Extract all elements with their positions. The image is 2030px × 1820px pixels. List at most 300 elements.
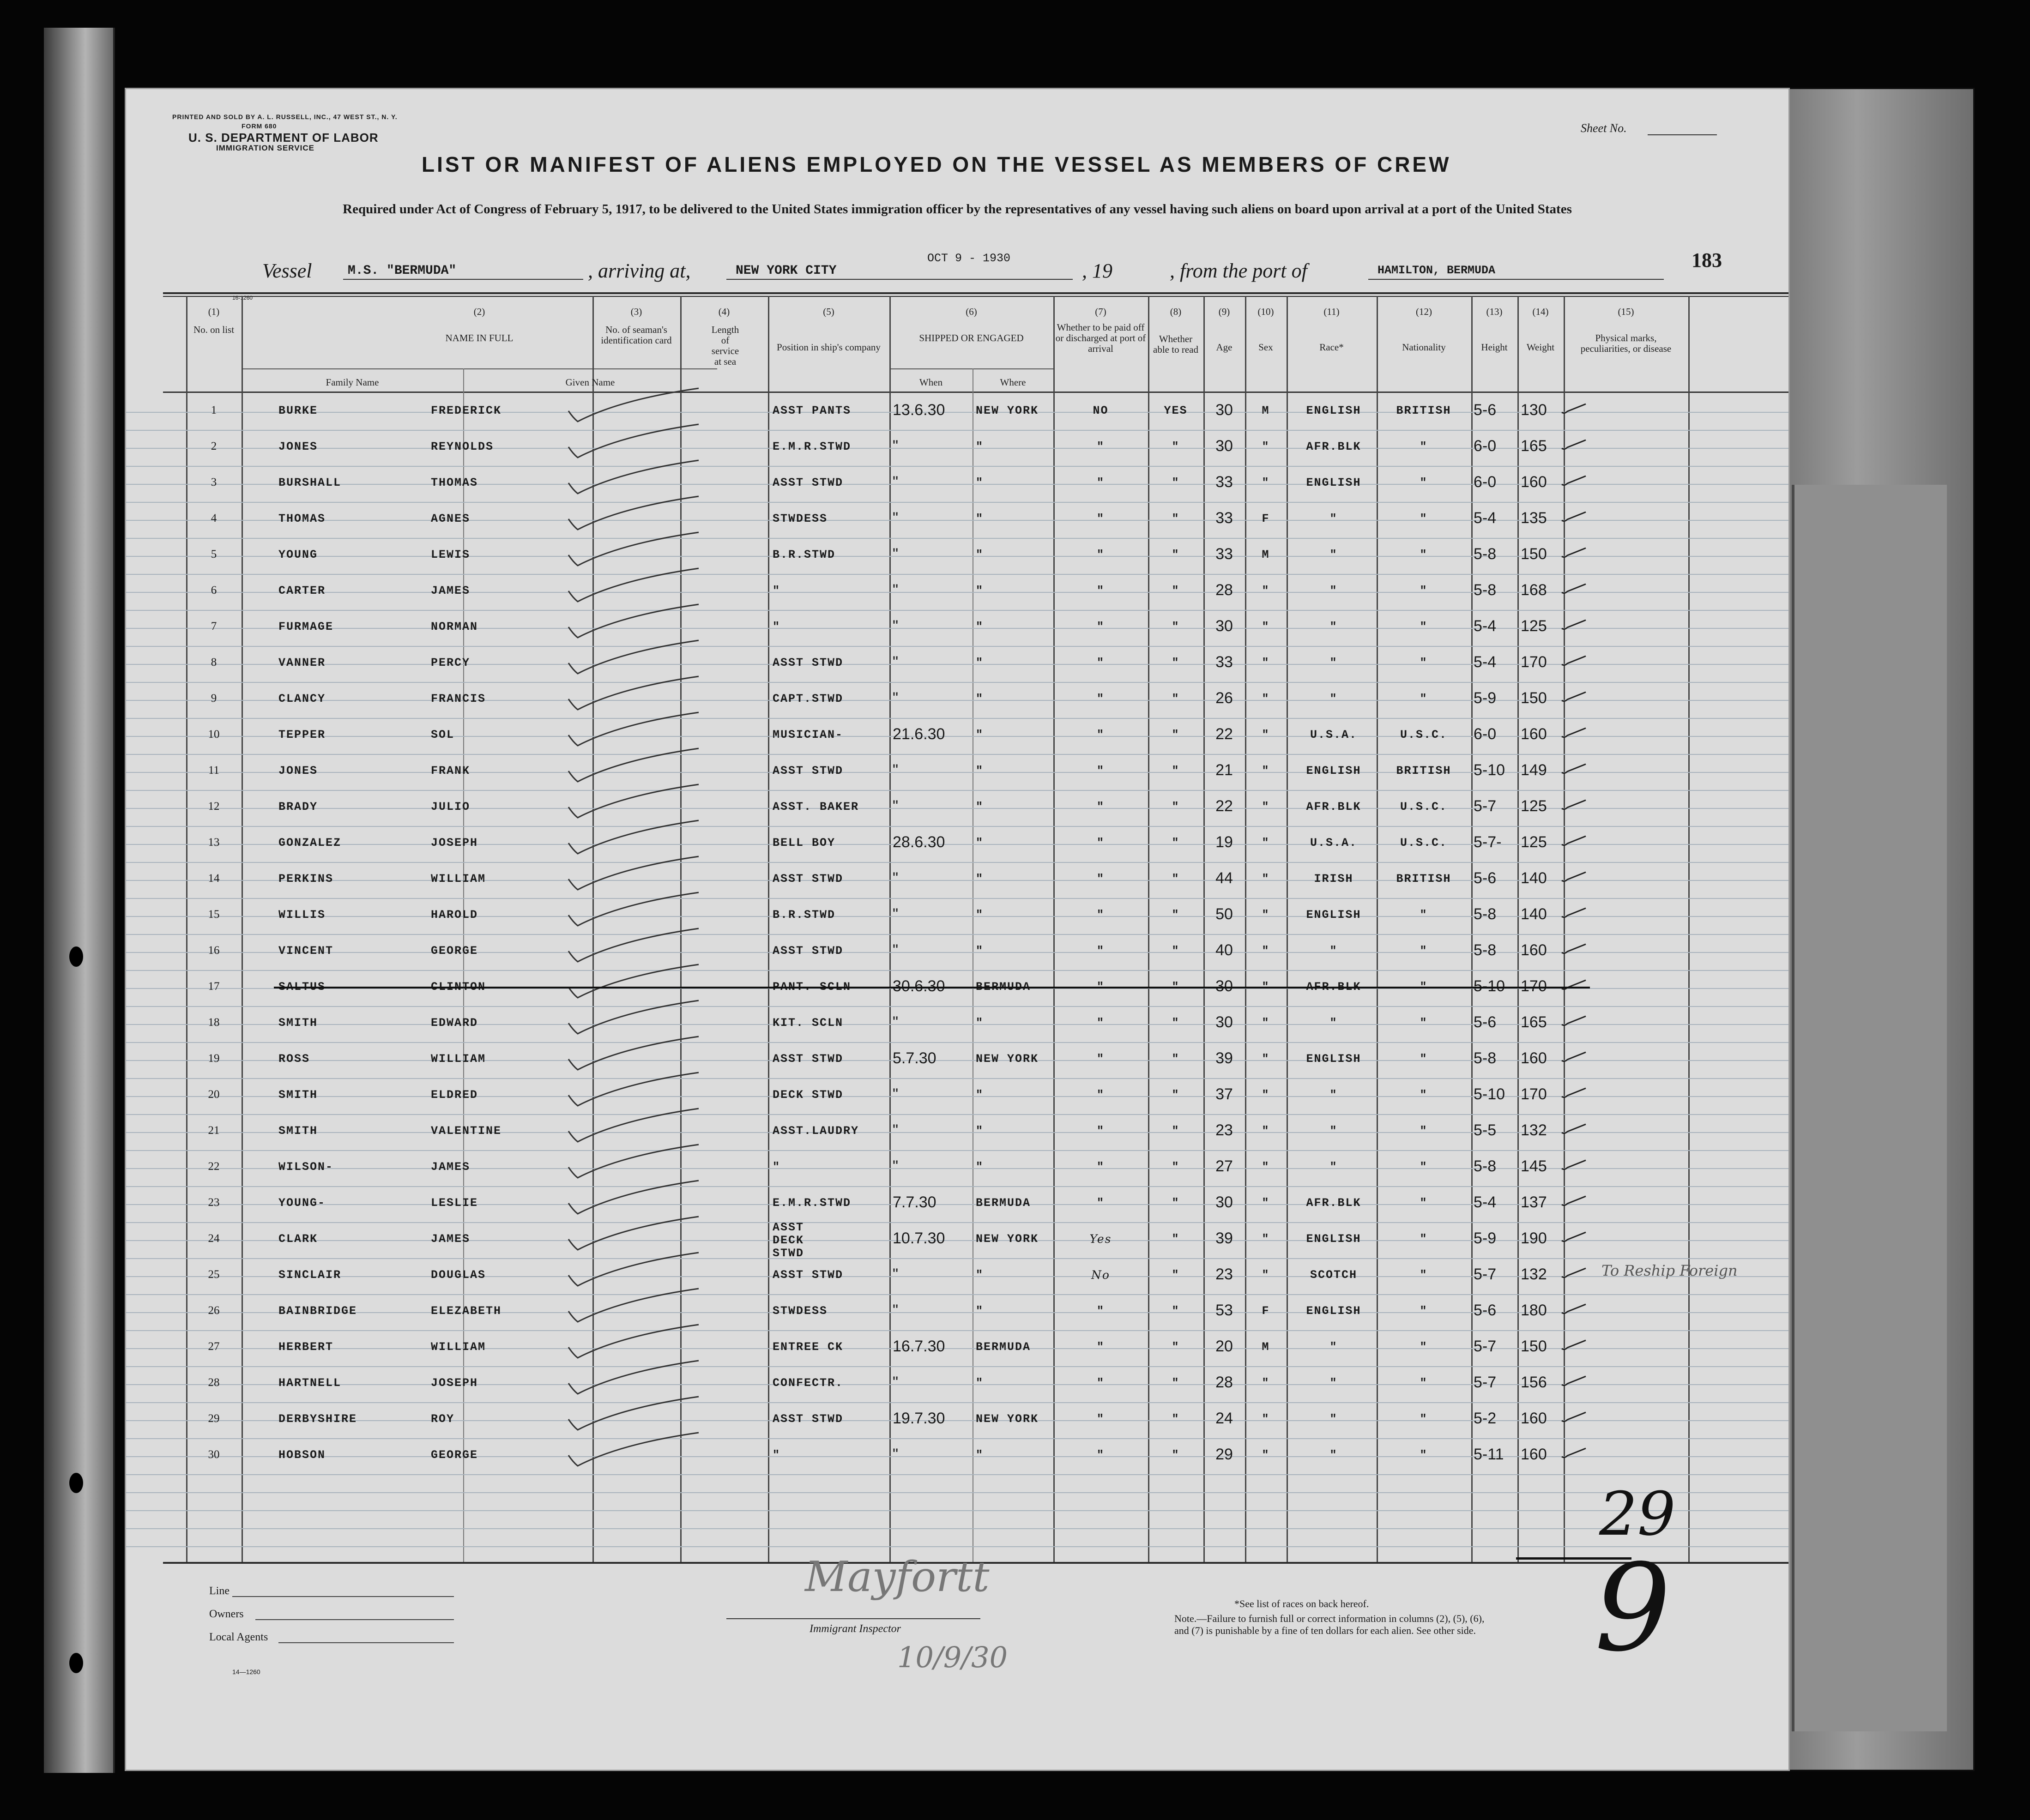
row-no-cell: 10 <box>208 728 220 741</box>
row-when-cell: " <box>893 509 899 527</box>
row-race-cell: " <box>1329 512 1338 525</box>
ledger-line <box>126 898 1788 899</box>
weight-tick-icon <box>1560 870 1588 884</box>
row-where-cell: " <box>976 1088 984 1102</box>
row-no-cell: 19 <box>208 1052 220 1065</box>
ledger-line <box>126 502 1788 503</box>
row-paid-cell: " <box>1096 872 1105 886</box>
ledger-line <box>126 1528 1788 1529</box>
row-sex-cell: " <box>1262 1196 1270 1210</box>
row-where-cell: " <box>976 908 984 922</box>
card-checkmark-icon <box>565 710 703 751</box>
from-port-label: , from the port of <box>1170 259 1307 282</box>
row-paid-cell: " <box>1096 1376 1105 1390</box>
column-rule <box>242 296 243 1562</box>
row-given-cell: ELDRED <box>431 1088 478 1102</box>
row-position-cell: " <box>773 620 781 633</box>
row-no-cell: 15 <box>208 908 220 921</box>
row-sex-cell: " <box>1262 1124 1270 1138</box>
row-sex-cell: " <box>1262 980 1270 994</box>
row-family-cell: FURMAGE <box>278 620 334 633</box>
weight-tick-icon <box>1560 762 1588 776</box>
row-given-cell: CLINTON <box>431 980 486 994</box>
row-nationality-cell: U.S.C. <box>1400 728 1447 741</box>
row-where-cell: " <box>976 512 984 525</box>
row-paid-cell: " <box>1096 440 1105 453</box>
row-race-cell: ENGLISH <box>1306 476 1361 489</box>
weight-tick-icon <box>1560 906 1588 920</box>
row-where-cell: " <box>976 1268 984 1282</box>
row-given-cell: FREDERICK <box>431 404 502 417</box>
table-header-rule <box>163 392 1788 393</box>
row-age-cell: 30 <box>1215 977 1233 995</box>
row-given-cell: JULIO <box>431 800 471 814</box>
row-no-cell: 29 <box>208 1412 220 1425</box>
card-checkmark-icon <box>565 1106 703 1147</box>
row-no-cell: 21 <box>208 1124 220 1137</box>
row-given-cell: SOL <box>431 728 455 741</box>
col11-label: Race* <box>1319 342 1344 353</box>
row-race-cell: " <box>1329 1160 1338 1174</box>
row-where-cell: BERMUDA <box>976 980 1031 994</box>
row-family-cell: WILLIS <box>278 908 326 922</box>
ledger-line <box>126 934 1788 935</box>
col1-label: No. on list <box>193 324 235 335</box>
row-age-cell: 33 <box>1215 473 1233 491</box>
ledger-line <box>126 1330 1788 1331</box>
row-age-cell: 28 <box>1215 581 1233 599</box>
row-given-cell: JAMES <box>431 584 471 597</box>
row-when-cell: 19.7.30 <box>893 1410 945 1427</box>
row-age-cell: 44 <box>1215 869 1233 887</box>
row-no-cell: 16 <box>208 944 220 957</box>
row-no-cell: 6 <box>211 584 217 597</box>
row-family-cell: HARTNELL <box>278 1376 342 1390</box>
ledger-line <box>126 1114 1788 1115</box>
row-age-cell: 50 <box>1215 905 1233 923</box>
row-where-cell: NEW YORK <box>976 1052 1039 1066</box>
row-where-cell: " <box>976 620 984 633</box>
row-family-cell: SALTUS <box>278 980 326 994</box>
card-checkmark-icon <box>565 746 703 787</box>
row-sex-cell: " <box>1262 728 1270 741</box>
row-family-cell: SMITH <box>278 1088 318 1102</box>
row-when-cell: " <box>893 473 899 491</box>
row-given-cell: ROY <box>431 1412 455 1426</box>
col8-label: Whether able to read <box>1153 333 1198 355</box>
row-race-cell: IRISH <box>1314 872 1353 886</box>
row-height-cell: 5-4 <box>1474 653 1497 671</box>
ledger-line <box>126 1006 1788 1007</box>
manifest-page <box>125 88 1790 1771</box>
row-height-cell: 5-7 <box>1474 1374 1497 1391</box>
weight-tick-icon <box>1560 1014 1588 1028</box>
row-when-cell: 16.7.30 <box>893 1338 945 1355</box>
row-given-cell: WILLIAM <box>431 872 486 886</box>
row-when-cell: " <box>893 941 899 959</box>
row-no-cell: 4 <box>211 512 217 524</box>
col2-family-label: Family Name <box>326 377 379 388</box>
row-given-cell: WILLIAM <box>431 1052 486 1066</box>
col6-when-label: When <box>919 377 943 388</box>
row-weight-cell: 190 <box>1521 1229 1547 1247</box>
row-position-cell: ASST. BAKER <box>773 800 859 814</box>
row-position-cell: E.M.R.STWD <box>773 440 852 453</box>
weight-tick-icon <box>1560 1266 1588 1280</box>
row-race-cell: " <box>1329 656 1338 669</box>
row-sex-cell: " <box>1262 1160 1270 1174</box>
page-number: 183 <box>1692 249 1722 271</box>
row-age-cell: 21 <box>1215 761 1233 779</box>
row-sex-cell: " <box>1262 1412 1270 1426</box>
col2-label: NAME IN FULL <box>445 332 514 344</box>
row-no-cell: 25 <box>208 1268 220 1281</box>
card-checkmark-icon <box>565 1070 703 1111</box>
weight-tick-icon <box>1560 1158 1588 1172</box>
row-height-cell: 5-8 <box>1474 1157 1497 1175</box>
row-when-cell: " <box>893 617 899 635</box>
row-age-cell: 28 <box>1215 1374 1233 1391</box>
row-family-cell: BURSHALL <box>278 476 342 489</box>
row-family-cell: THOMAS <box>278 512 326 525</box>
row-where-cell: " <box>976 476 984 489</box>
row-height-cell: 5-6 <box>1474 1302 1497 1319</box>
row-read-cell: " <box>1172 1160 1180 1174</box>
row-paid-cell: " <box>1096 1124 1105 1138</box>
page-subtitle: Required under Act of Congress of February 5, 1917, to be delivered to the United States immigration officer by the representatives of any vessel having such aliens on board upon arrival at a port of the United States <box>343 202 1572 217</box>
row-position-cell: ASST STWD <box>773 764 844 777</box>
punch-hole <box>69 1653 83 1673</box>
row-given-cell: PERCY <box>431 656 471 669</box>
row-where-cell: " <box>976 800 984 814</box>
row-sex-cell: M <box>1262 404 1270 417</box>
weight-tick-icon <box>1560 1410 1588 1424</box>
row-no-cell: 3 <box>211 476 217 488</box>
card-checkmark-icon <box>565 422 703 463</box>
row-weight-cell: 132 <box>1521 1266 1547 1283</box>
weight-tick-icon <box>1560 546 1588 560</box>
row-nationality-cell: " <box>1420 1448 1428 1462</box>
ledger-line <box>126 754 1788 755</box>
row-age-cell: 27 <box>1215 1157 1233 1175</box>
row-age-cell: 22 <box>1215 725 1233 743</box>
card-checkmark-icon <box>565 818 703 859</box>
service-name: IMMIGRATION SERVICE <box>216 144 314 152</box>
row-given-cell: JAMES <box>431 1160 471 1174</box>
row-given-cell: JOSEPH <box>431 1376 478 1390</box>
row-height-cell: 6-0 <box>1474 725 1497 743</box>
row-paid-cell: " <box>1096 512 1105 525</box>
row-when-cell: " <box>893 1374 899 1391</box>
row-no-cell: 26 <box>208 1304 220 1317</box>
department-name: U. S. DEPARTMENT OF LABOR <box>188 131 379 145</box>
row-position-cell: ASST STWD <box>773 1052 844 1066</box>
row-read-cell: " <box>1172 908 1180 922</box>
row-family-cell: PERKINS <box>278 872 334 886</box>
row-height-cell: 5-8 <box>1474 1049 1497 1067</box>
footer-form-code: 14—1260 <box>232 1668 260 1675</box>
row-paid-cell: " <box>1096 692 1105 705</box>
weight-tick-icon <box>1560 942 1588 956</box>
row-family-cell: JONES <box>278 440 318 453</box>
row-family-cell: HOBSON <box>278 1448 326 1462</box>
row-weight-cell: 168 <box>1521 581 1547 599</box>
col10-label: Sex <box>1258 342 1273 353</box>
weight-tick-icon <box>1560 834 1588 848</box>
row-read-cell: " <box>1172 656 1180 669</box>
row-family-cell: SINCLAIR <box>278 1268 342 1282</box>
row-race-cell: AFR.BLK <box>1306 1196 1361 1210</box>
row-given-cell: LEWIS <box>431 548 471 561</box>
row-no-cell: 28 <box>208 1376 220 1389</box>
ledger-line <box>126 1150 1788 1151</box>
row-family-cell: HERBERT <box>278 1340 334 1354</box>
row-nationality-cell: BRITISH <box>1396 872 1451 886</box>
card-checkmark-icon <box>565 1322 703 1363</box>
card-checkmark-icon <box>565 890 703 931</box>
row-no-cell: 17 <box>208 980 220 993</box>
arriving-label: , arriving at, <box>588 259 691 282</box>
row-read-cell: " <box>1172 1016 1180 1030</box>
row-sex-cell: " <box>1262 800 1270 814</box>
row-where-cell: " <box>976 656 984 669</box>
row-position-cell: ASST STWD <box>773 944 844 958</box>
ledger-line <box>126 682 1788 683</box>
row-height-cell: 5-8 <box>1474 941 1497 959</box>
row-given-cell: JOSEPH <box>431 836 478 850</box>
ledger-line <box>126 1474 1788 1475</box>
col13-num: (13) <box>1486 306 1503 317</box>
card-checkmark-icon <box>565 1286 703 1327</box>
row-where-cell: BERMUDA <box>976 1196 1031 1210</box>
card-checkmark-icon <box>565 386 703 427</box>
row-read-cell: " <box>1172 476 1180 489</box>
row-family-cell: BAINBRIDGE <box>278 1304 357 1318</box>
row-weight-cell: 160 <box>1521 473 1547 491</box>
ledger-line <box>126 1366 1788 1367</box>
row-paid-cell: " <box>1096 1160 1105 1174</box>
ledger-line <box>126 1042 1788 1043</box>
row-given-cell: THOMAS <box>431 476 478 489</box>
row-position-cell: BELL BOY <box>773 836 836 850</box>
row-where-cell: " <box>976 692 984 705</box>
ledger-line <box>126 1402 1788 1403</box>
row-when-cell: 7.7.30 <box>893 1193 936 1211</box>
row-weight-cell: 140 <box>1521 905 1547 923</box>
row-age-cell: 30 <box>1215 401 1233 419</box>
weight-tick-icon <box>1560 582 1588 596</box>
form-number: FORM 680 <box>242 122 277 130</box>
row-family-cell: ROSS <box>278 1052 310 1066</box>
row-age-cell: 22 <box>1215 797 1233 815</box>
col6-label: SHIPPED OR ENGAGED <box>919 332 1024 344</box>
row-paid-cell: " <box>1096 728 1105 741</box>
row-age-cell: 53 <box>1215 1302 1233 1319</box>
row-weight-cell: 160 <box>1521 725 1547 743</box>
row-family-cell: CLARK <box>278 1232 318 1246</box>
row-read-cell: " <box>1172 620 1180 633</box>
row-where-cell: " <box>976 1160 984 1174</box>
row-age-cell: 23 <box>1215 1266 1233 1283</box>
row-height-cell: 5-2 <box>1474 1410 1497 1427</box>
row-sex-cell: " <box>1262 1268 1270 1282</box>
row-read-cell: " <box>1172 1124 1180 1138</box>
row-given-cell: VALENTINE <box>431 1124 502 1138</box>
ledger-line <box>126 610 1788 611</box>
ledger-line <box>126 1438 1788 1439</box>
row-paid-cell: Yes <box>1089 1232 1112 1246</box>
column-rule <box>1287 296 1288 1562</box>
row-weight-cell: 160 <box>1521 1049 1547 1067</box>
row-nationality-cell: " <box>1420 476 1428 489</box>
row-position-cell: ASST STWD <box>773 872 844 886</box>
row-no-cell: 27 <box>208 1340 220 1353</box>
row-given-cell: HAROLD <box>431 908 478 922</box>
row-height-cell: 5-10 <box>1474 977 1505 995</box>
weight-tick-icon <box>1560 1086 1588 1100</box>
row-given-cell: ELEZABETH <box>431 1304 502 1318</box>
row-weight-cell: 125 <box>1521 617 1547 635</box>
row-where-cell: " <box>976 1304 984 1318</box>
row-sex-cell: " <box>1262 692 1270 705</box>
row-where-cell: NEW YORK <box>976 404 1039 417</box>
row-weight-cell: 160 <box>1521 1446 1547 1463</box>
row-when-cell: " <box>893 1446 899 1463</box>
weight-tick-icon <box>1560 978 1588 992</box>
ledger-line <box>126 1078 1788 1079</box>
row-read-cell: " <box>1172 1196 1180 1210</box>
weight-tick-icon <box>1560 438 1588 452</box>
col6-num: (6) <box>966 306 977 317</box>
row-paid-cell: " <box>1096 944 1105 958</box>
row-weight-cell: 170 <box>1521 653 1547 671</box>
ledger-line <box>126 646 1788 647</box>
row-position-cell: B.R.STWD <box>773 908 836 922</box>
row-race-cell: ENGLISH <box>1306 404 1361 417</box>
row-position-cell: KIT. SCLN <box>773 1016 844 1030</box>
col12-num: (12) <box>1416 306 1432 317</box>
weight-tick-icon <box>1560 474 1588 488</box>
row-no-cell: 11 <box>208 764 220 777</box>
row-age-cell: 29 <box>1215 1446 1233 1463</box>
row-height-cell: 5-8 <box>1474 905 1497 923</box>
date-stamp: OCT 9 - 1930 <box>927 252 1011 265</box>
form-code: 16-1260 <box>232 295 253 301</box>
row-where-cell: " <box>976 440 984 453</box>
row-nationality-cell: " <box>1420 620 1428 633</box>
ledger-line <box>126 538 1788 539</box>
row-height-cell: 5-9 <box>1474 689 1497 707</box>
row-read-cell: " <box>1172 1376 1180 1390</box>
row-race-cell: AFR.BLK <box>1306 800 1361 814</box>
row-given-cell: AGNES <box>431 512 471 525</box>
row-nationality-cell: " <box>1420 1268 1428 1282</box>
ledger-line <box>126 970 1788 971</box>
inspector-line <box>726 1618 980 1619</box>
row-age-cell: 23 <box>1215 1121 1233 1139</box>
row-read-cell: " <box>1172 512 1180 525</box>
row-read-cell: " <box>1172 1304 1180 1318</box>
row-where-cell: " <box>976 764 984 777</box>
card-checkmark-icon <box>565 1142 703 1183</box>
row-height-cell: 5-11 <box>1474 1446 1504 1463</box>
row-paid-cell: " <box>1096 908 1105 922</box>
row-nationality-cell: U.S.C. <box>1400 836 1447 850</box>
row-weight-cell: 170 <box>1521 977 1547 995</box>
card-checkmark-icon <box>565 926 703 967</box>
row-race-cell: " <box>1329 1088 1338 1102</box>
card-checkmark-icon <box>565 1178 703 1219</box>
row-paid-cell: " <box>1096 764 1105 777</box>
handwritten-total: 29 <box>1599 1479 1676 1549</box>
col8-num: (8) <box>1170 306 1182 317</box>
col4-num: (4) <box>718 306 730 317</box>
weight-tick-icon <box>1560 1338 1588 1352</box>
col9-label: Age <box>1216 342 1232 353</box>
row-given-cell: FRANCIS <box>431 692 486 705</box>
ledger-line <box>126 826 1788 827</box>
row-no-cell: 18 <box>208 1016 220 1029</box>
row-given-cell: WILLIAM <box>431 1340 486 1354</box>
row-when-cell: " <box>893 869 899 887</box>
row-read-cell: " <box>1172 944 1180 958</box>
row-race-cell: AFR.BLK <box>1306 440 1361 453</box>
row-race-cell: " <box>1329 1448 1338 1462</box>
weight-tick-icon <box>1560 798 1588 812</box>
row-sex-cell: " <box>1262 1016 1270 1030</box>
row-family-cell: DERBYSHIRE <box>278 1412 357 1426</box>
row-read-cell: " <box>1172 836 1180 850</box>
row-position-cell: ASST STWD <box>773 1268 844 1282</box>
row-age-cell: 33 <box>1215 545 1233 563</box>
ledger-line <box>126 574 1788 575</box>
row-race-cell: " <box>1329 692 1338 705</box>
penalty-note: Note.—Failure to furnish full or correct information in columns (2), (5), (6), and (7) is punishable by a fine of ten dollars for each alien. See other side. <box>1174 1613 1485 1636</box>
weight-tick-icon <box>1560 654 1588 668</box>
ledger-line <box>126 1510 1788 1511</box>
row-position-cell: ASST STWD <box>773 1412 844 1426</box>
ledger-line <box>126 466 1788 467</box>
row-where-cell: NEW YORK <box>976 1232 1039 1246</box>
card-checkmark-icon <box>565 1358 703 1399</box>
ledger-line <box>126 1492 1788 1493</box>
row-age-cell: 39 <box>1215 1229 1233 1247</box>
row-no-cell: 7 <box>211 620 217 633</box>
line-field <box>232 1596 454 1597</box>
row-position-cell: ASST.LAUDRY <box>773 1124 859 1138</box>
row-sex-cell: " <box>1262 1232 1270 1246</box>
row-sex-cell: " <box>1262 836 1270 850</box>
ledger-line <box>126 718 1788 719</box>
row-height-cell: 5-10 <box>1474 1085 1505 1103</box>
row-when-cell: " <box>893 1013 899 1031</box>
row-paid-cell: " <box>1096 980 1105 994</box>
row-no-cell: 22 <box>208 1160 220 1173</box>
card-checkmark-icon <box>565 962 703 1003</box>
card-checkmark-icon <box>565 998 703 1039</box>
row-no-cell: 30 <box>208 1448 220 1461</box>
ledger-line <box>126 1222 1788 1223</box>
row-race-cell: " <box>1329 584 1338 597</box>
col3-label: No. of seaman's identification card <box>601 324 672 346</box>
row-position-cell: B.R.STWD <box>773 548 836 561</box>
row-sex-cell: " <box>1262 1088 1270 1102</box>
weight-tick-icon <box>1560 690 1588 704</box>
row-weight-cell: 156 <box>1521 1374 1547 1391</box>
row-when-cell: " <box>893 1266 899 1283</box>
row-paid-cell: " <box>1096 800 1105 814</box>
row-paid-cell: " <box>1096 1088 1105 1102</box>
